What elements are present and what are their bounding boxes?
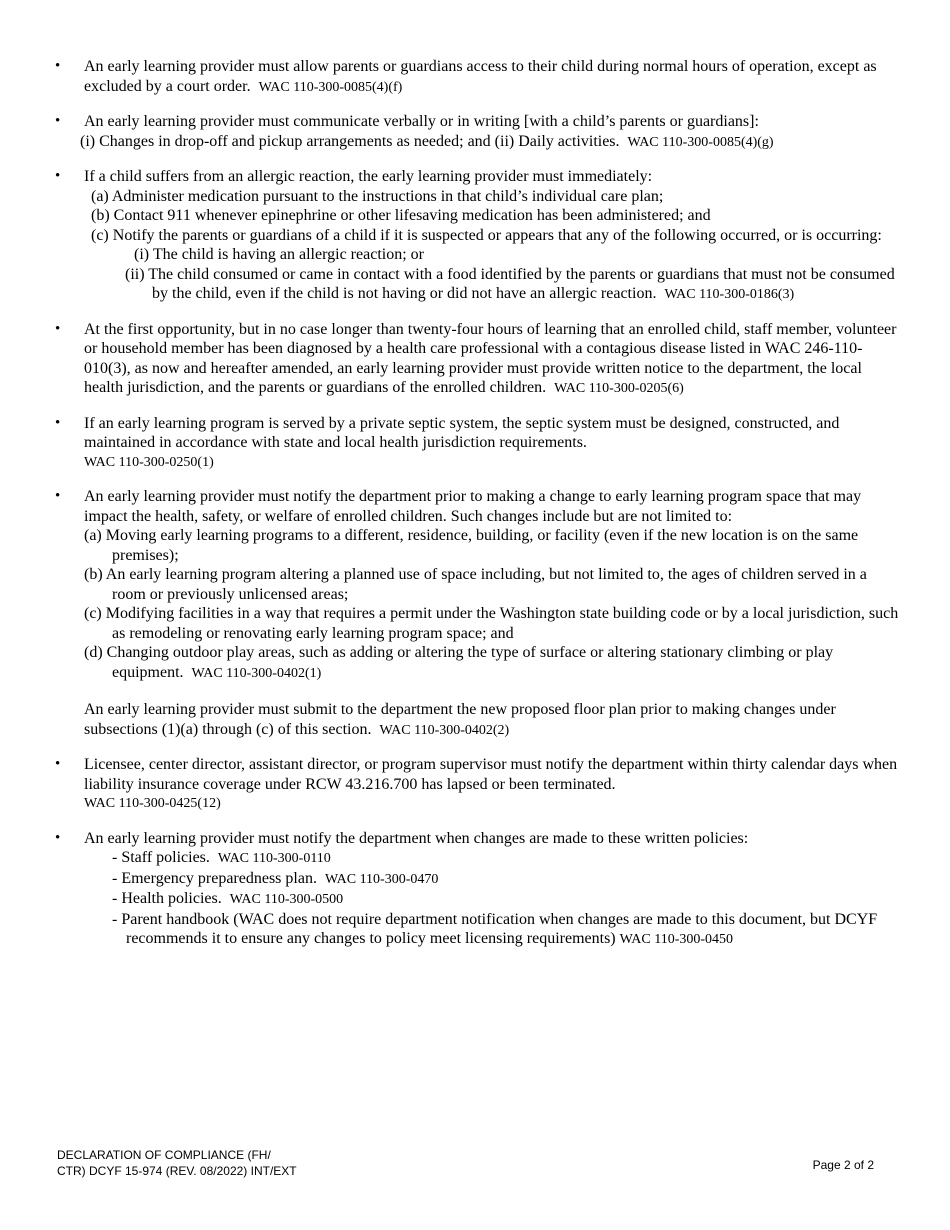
sub-item: (b) Contact 911 whenever epinephrine or other lifesaving medication has been administered; and	[91, 207, 711, 224]
policy-item	[84, 848, 900, 869]
sub-item	[80, 132, 900, 153]
policy-text: - Emergency preparedness plan.	[112, 869, 317, 887]
sub-item: (a) Moving early learning programs to a different, residence, building, or facility (even if the new location is on the same premises);	[84, 527, 859, 564]
item-text: Licensee, center director, assistant director, or program supervisor must notify the department within thirty calendar days when liability insurance coverage under RCW 43.216.700 has lapsed or been terminated.	[84, 756, 898, 793]
wac-citation: WAC 110-300-0500	[229, 892, 344, 907]
list-item	[55, 755, 900, 814]
list-item	[55, 112, 900, 152]
wac-citation: WAC 110-300-0085(4)(g)	[627, 134, 774, 150]
item-text: An early learning provider must allow parents or guardians access to their child during normal hours of operation, except as excluded by a court order.	[84, 58, 877, 95]
bullet-icon: •	[55, 488, 61, 504]
item-text: If an early learning program is served by a private septic system, the septic system must be designed, constructed, and maintained in accordance with state and local health jurisdiction requirements.	[84, 414, 840, 451]
bullet-icon: •	[55, 113, 61, 129]
wac-citation: WAC 110-300-0186(3)	[664, 287, 795, 302]
item-text: If a child suffers from an allergic reaction, the early learning provider must immediately:	[84, 168, 653, 185]
list-item	[55, 320, 900, 399]
list-item	[55, 414, 900, 473]
bullet-icon: •	[55, 168, 61, 184]
sub-item: (c) Modifying facilities in a way that requires a permit under the Washington state building code or by a local jurisdiction, such as remodeling or renovating early learning program space; and	[84, 605, 899, 642]
policy-text: - Staff policies.	[112, 849, 210, 866]
wac-citation: WAC 110-300-0402(2)	[379, 722, 510, 738]
sub-item: (a) Administer medication pursuant to the instructions in that child’s individual care plan;	[91, 187, 664, 205]
follow-up-paragraph	[84, 700, 900, 740]
wac-citation: WAC 110-300-0110	[217, 851, 331, 866]
list-item	[55, 487, 900, 740]
sub-item-text: (i) Changes in drop-off and pickup arrangements as needed; and (ii) Daily activities.	[80, 132, 620, 150]
bullet-icon: •	[55, 829, 61, 846]
page-number: Page 2 of 2	[812, 1158, 874, 1172]
paragraph-text: An early learning provider must submit to the department the new proposed floor plan prior to making changes under subsections (1)(a) through (c) of this section.	[84, 701, 836, 738]
item-text: At the first opportunity, but in no case longer than twenty-four hours of learning that an enrolled child, staff member, volunteer or household member has been diagnosed by a health care professional with a contagious disease listed in WAC 246-110-010(3), as now and hereafter amended, an early learning provider must provide written notice to the department, the local health jurisdiction, and the parents or guardians of the enrolled children.	[84, 320, 897, 396]
list-item	[55, 57, 900, 97]
form-id-line: CTR) DCYF 15-974 (REV. 08/2022) INT/EXT	[57, 1164, 297, 1178]
item-text: An early learning provider must notify the department prior to making a change to early learning program space that may impact the health, safety, or welfare of enrolled children. Such changes include but are not limited to:	[84, 488, 862, 525]
list-item	[55, 829, 900, 950]
bullet-icon: •	[55, 414, 61, 431]
policy-item	[84, 910, 900, 950]
bullet-icon: •	[55, 756, 61, 772]
policy-text: - Parent handbook (WAC does not require department notification when changes are made to this document, but DCYF recommends it to ensure any changes to policy meet licensing requirements)	[112, 910, 878, 947]
item-text: An early learning provider must communicate verbally or in writing [with a child’s parents or guardians]:	[84, 113, 759, 130]
sub-sub-item: (i) The child is having an allergic reaction; or	[134, 246, 424, 263]
sub-item-text: (d) Changing outdoor play areas, such as adding or altering the type of surface or altering stationary climbing or play equipment.	[84, 644, 834, 681]
bullet-icon: •	[55, 320, 61, 337]
form-id-line: DECLARATION OF COMPLIANCE (FH/	[57, 1148, 271, 1162]
wac-citation: WAC 110-300-0470	[324, 871, 439, 887]
sub-sub-item-text: (ii) The child consumed or came in contact with a food identified by the parents or guardians that must not be consumed by the child, even if the child is not having or did not have an allergic reaction.	[125, 265, 895, 302]
sub-item	[84, 643, 900, 683]
requirements-list	[55, 57, 900, 965]
item-text: An early learning provider must notify the department when changes are made to these written policies:	[84, 829, 749, 847]
wac-citation: WAC 110-300-0205(6)	[554, 381, 684, 396]
sub-sub-item	[84, 265, 900, 305]
policy-item	[84, 869, 900, 890]
wac-citation: WAC 110-300-0450	[619, 932, 734, 947]
wac-citation: WAC 110-300-0425(12)	[84, 796, 221, 811]
sub-item: (c) Notify the parents or guardians of a child if it is suspected or appears that any of the following occurred, or is occurring:	[91, 226, 882, 244]
bullet-icon: •	[55, 58, 61, 74]
list-item	[55, 167, 900, 305]
wac-citation: WAC 110-300-0085(4)(f)	[258, 79, 403, 95]
form-identifier	[57, 1147, 297, 1179]
wac-citation: WAC 110-300-0402(1)	[191, 665, 322, 681]
sub-item: (b) An early learning program altering a planned use of space including, but not limited to, the ages of children served in a room or previously unlicensed areas;	[84, 566, 867, 603]
policy-item	[84, 889, 900, 910]
wac-citation: WAC 110-300-0250(1)	[84, 454, 214, 470]
policy-text: - Health policies.	[112, 890, 222, 907]
